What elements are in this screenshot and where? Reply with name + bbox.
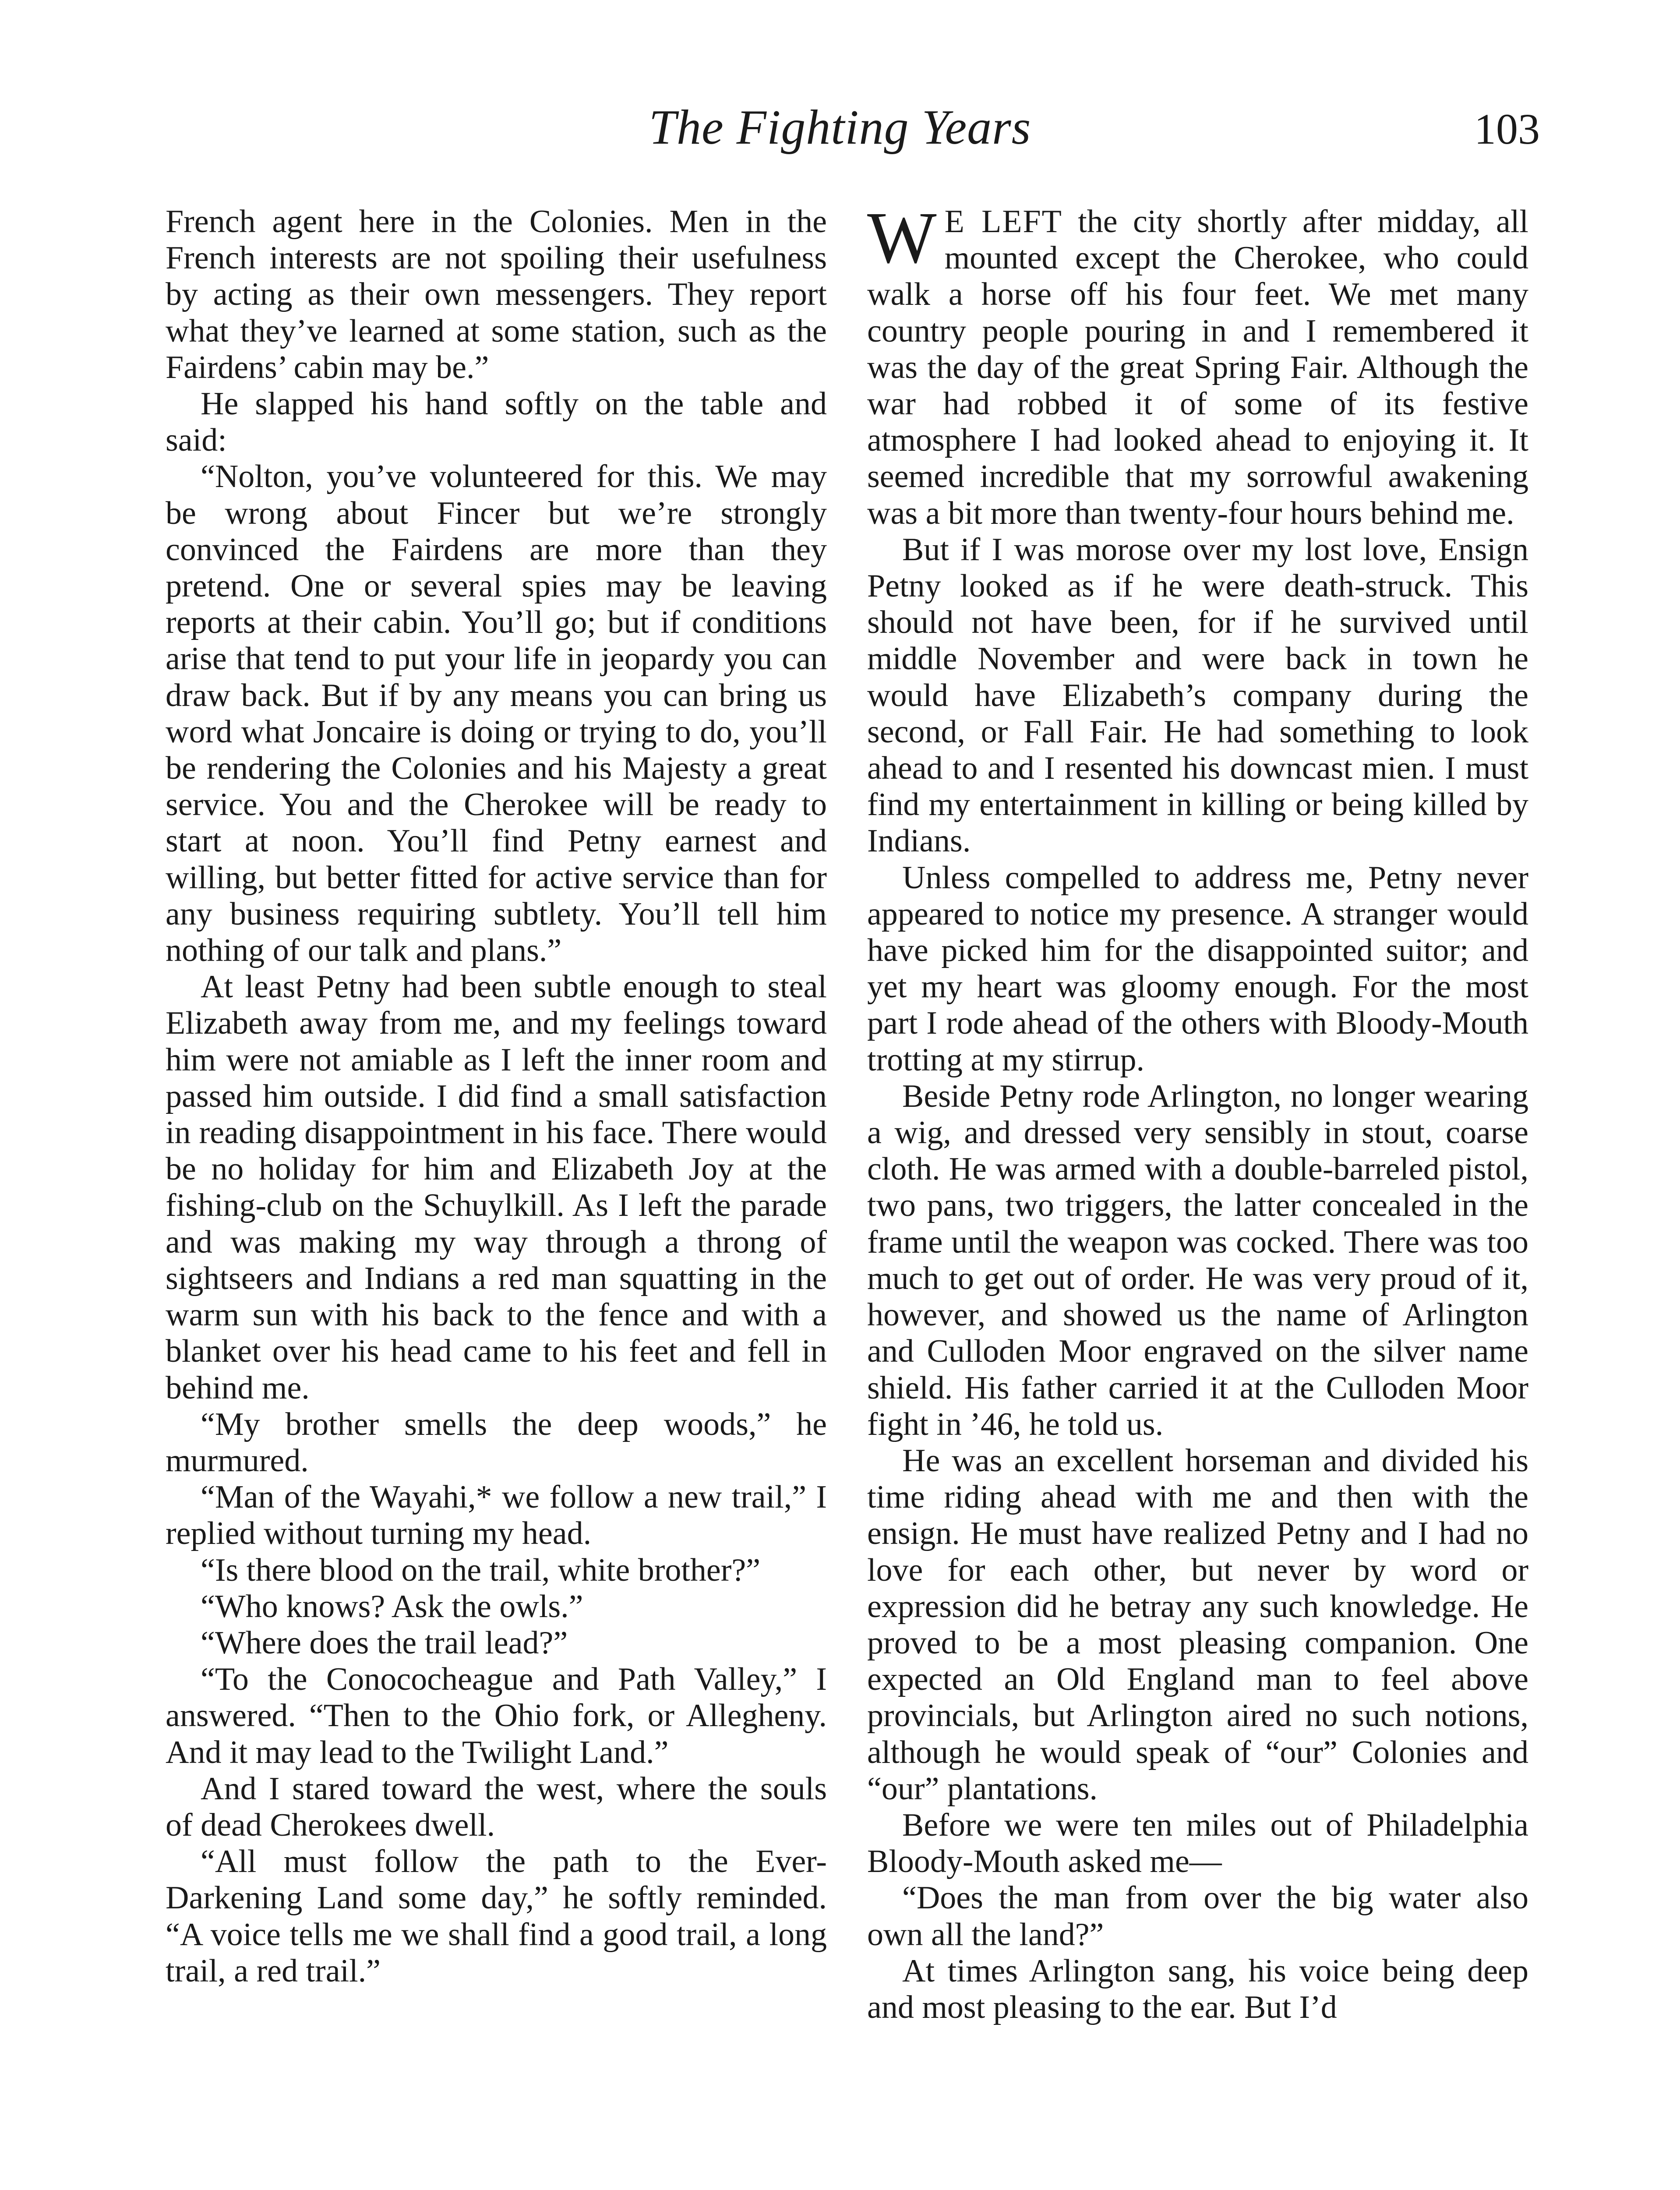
left-column bbox=[166, 204, 827, 1989]
page-number: 103 bbox=[1474, 105, 1540, 153]
paragraph: “Where does the trail lead?” bbox=[201, 1625, 568, 1661]
paragraph: French agent here in the Colonies. Men in the French interests are not spoiling their usefulness by acting as their own messengers. They report what they’ve learned at some station, such as the Fairdens’ cabin may be.” bbox=[166, 204, 827, 385]
paragraph: At times Arlington sang, his voice being deep and most pleasing to the ear. But I’d bbox=[867, 1953, 1528, 2025]
paragraph: “Does the man from over the big water also own all the land?” bbox=[867, 1880, 1528, 1953]
paragraph: Unless compelled to address me, Petny never appeared to notice my presence. A stranger would have picked him for the disappointed suitor; and yet my heart was gloomy enough. For the most part I rode ahead of the others with Bloody-Mouth trotting at my stirrup. bbox=[867, 859, 1528, 1078]
paragraph: “To the Conococheague and Path Valley,” I answered. “Then to the Ohio fork, or Allegheny. And it may lead to the Twilight Land.” bbox=[166, 1661, 827, 1770]
running-title: The Fighting Years bbox=[649, 100, 1031, 155]
opening-caps: E LEFT bbox=[944, 204, 1062, 240]
paragraph: But if I was morose over my lost love, Ensign Petny looked as if he were death-struck. This should not have been, for if he survived until middle November and were back in town he would have Elizabeth’s company during the second, or Fall Fair. He had something to look ahead to and I resented his downcast mien. I must find my entertainment in killing or being killed by Indians. bbox=[867, 531, 1528, 859]
paragraph: And I stared toward the west, where the souls of dead Cherokees dwell. bbox=[166, 1770, 827, 1843]
right-column bbox=[867, 197, 1528, 2026]
paragraph: “Nolton, you’ve volunteered for this. We may be wrong about Fincer but we’re strongly convinced the Fairdens are more than they pretend. One or several spies may be leaving reports at their cabin. You’ll go; but if conditions arise that tend to put your life in jeopardy you can draw back. But if by any means you can bring us word what Joncaire is doing or trying to do, you’ll be rendering the Colonies and his Majesty a great service. You and the Cherokee will be ready to start at noon. You’ll find Petny earnest and willing, but better fitted for active service than for any business requiring subtlety. You’ll tell him nothing of our talk and plans.” bbox=[166, 459, 827, 969]
paragraph: Beside Petny rode Arlington, no longer wearing a wig, and dressed very sensibly in stout, coarse cloth. He was armed with a double-barreled pistol, two pans, two triggers, the latter concealed in the frame until the weapon was cocked. There was too much to get out of order. He was very proud of it, however, and showed us the name of Arlington and Culloden Moor engraved on the silver name shield. His father carried it at the Culloden Moor fight in ’46, he told us. bbox=[867, 1078, 1528, 1442]
paragraph: Before we were ten miles out of Philadelphia Bloody-Mouth asked me— bbox=[867, 1807, 1528, 1880]
opening-text: the city shortly after midday, all mounted except the Cherokee, who could walk a horse off his four feet. We met many country people pouring in and I remembered it was the day of the great Spring Fair. Although the war had robbed it of some of its festive atmosphere I had looked ahead to enjoying it. It seemed incredible that my sorrowful awakening was a bit more than twenty-four hours behind me. bbox=[867, 204, 1528, 531]
paragraph: “Is there blood on the trail, white brother?” bbox=[201, 1552, 761, 1588]
paragraph: He slapped his hand softly on the table and said: bbox=[166, 386, 827, 459]
paragraph: “My brother smells the deep woods,” he murmured. bbox=[166, 1406, 827, 1479]
opening-paragraph bbox=[867, 197, 1528, 532]
paragraph: He was an excellent horseman and divided his time riding ahead with me and then with the ensign. He must have realized Petny and I had no love for each other, but never by word or expression did he betray any such knowledge. He proved to be a most pleasing companion. One expected an Old England man to feel above provincials, but Arlington aired no such notions, although he would speak of “our” Colonies and “our” plantations. bbox=[867, 1442, 1528, 1807]
paragraph: “All must follow the path to the Ever-Darkening Land some day,” he softly reminded. “A voice tells me we shall find a good trail, a long trail, a red trail.” bbox=[166, 1844, 827, 1989]
drop-cap: W bbox=[867, 197, 937, 279]
paragraph: “Who knows? Ask the owls.” bbox=[201, 1588, 583, 1625]
paragraph: “Man of the Wayahi,* we follow a new trail,” I replied without turning my head. bbox=[166, 1479, 827, 1552]
paragraph: At least Petny had been subtle enough to steal Elizabeth away from me, and my feelings toward him were not amiable as I left the inner room and passed him outside. I did find a small satisfaction in reading disappointment in his face. There would be no holiday for him and Elizabeth Joy at the fishing-club on the Schuylkill. As I left the parade and was making my way through a throng of sightseers and Indians a red man squatting in the warm sun with his back to the fence and with a blanket over his head came to his feet and fell in behind me. bbox=[166, 969, 827, 1406]
